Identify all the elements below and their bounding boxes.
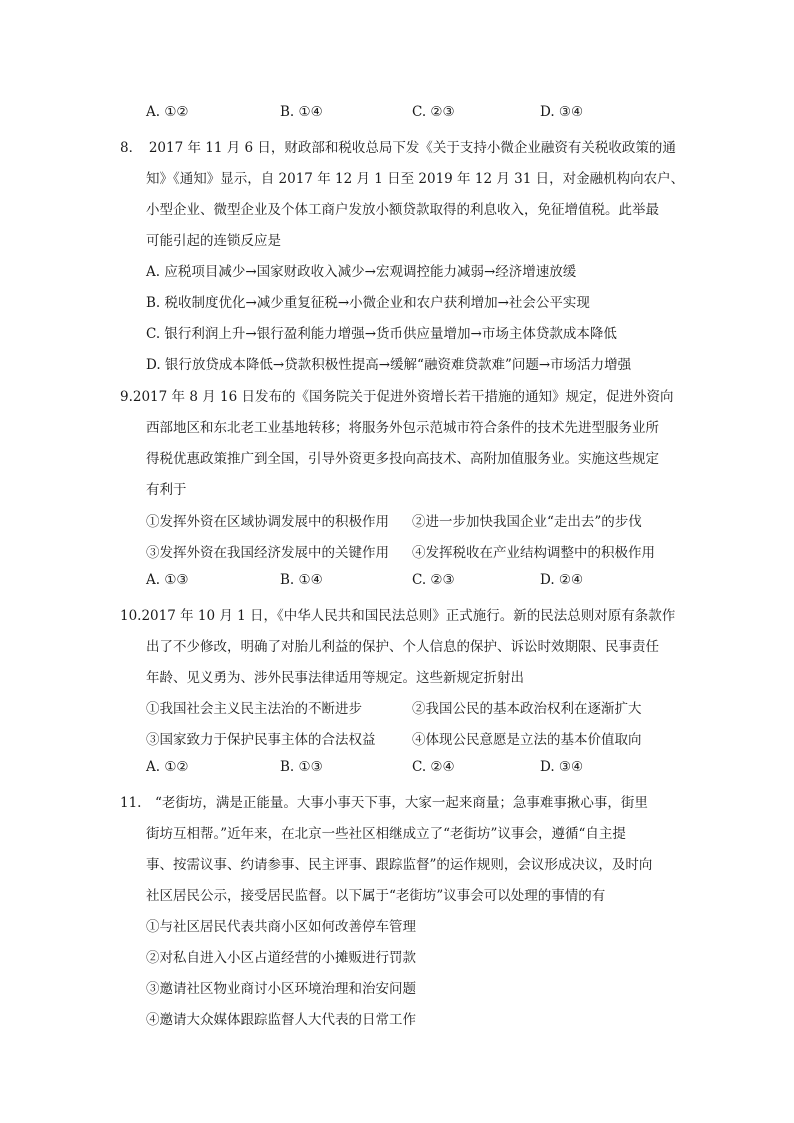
q7-option-b: B. ①④ [280, 104, 323, 120]
q11-stem-line-3: 事、按需议事、约请参事、民主评事、跟踪监督”的运作规则，会议形成决议，及时向 [146, 857, 653, 873]
q10-statement-4: ④体现公民意愿是立法的基本价值取向 [412, 732, 642, 748]
q9-statement-3: ③发挥外资在我国经济发展中的关键作用 [146, 545, 389, 561]
q10-statement-2: ②我国公民的基本政治权利在逐渐扩大 [412, 701, 642, 717]
q9-statement-2: ②进一步加快我国企业“走出去”的步伐 [412, 514, 642, 530]
q10-option-d: D. ③④ [540, 759, 584, 775]
q10-statement-1: ①我国社会主义民主法治的不断进步 [146, 701, 362, 717]
q7-option-a: A. ①② [146, 104, 189, 120]
q8-stem-line-1: 8． 2017 年 11 月 6 日，财政部和税收总局下发《关于支持小微企业融资有关税收政策的通 [120, 140, 676, 156]
q11-statement-4: ④邀请大众媒体跟踪监督人大代表的日常工作 [146, 1012, 416, 1028]
q8-choice-b: B. 税收制度优化→减少重复征税→小微企业和农户获利增加→社会公平实现 [146, 295, 590, 311]
q9-option-b: B. ①④ [280, 572, 323, 588]
q8-choice-c: C. 银行利润上升→银行盈利能力增强→货币供应量增加→市场主体贷款成本降低 [146, 326, 617, 342]
q9-stem-line-4: 有利于 [146, 482, 187, 498]
q8-stem-line-2: 知》《通知》显示，自 2017 年 12 月 1 日至 2019 年 12 月 31 日，对金融机构向农户、 [146, 171, 685, 187]
q9-option-a: A. ①③ [146, 572, 189, 588]
q8-choice-a: A. 应税项目减少→国家财政收入减少→宏观调控能力减弱→经济增速放缓 [146, 264, 577, 280]
q10-option-c: C. ②④ [412, 759, 455, 775]
q9-stem-line-2: 西部地区和东北老工业基地转移；将服务外包示范城市符合条件的技术先进型服务业所 [146, 420, 659, 436]
q10-stem-line-3: 年龄、见义勇为、涉外民事法律适用等规定。这些新规定折射出 [146, 670, 524, 686]
q11-statement-2: ②对私自进入小区占道经营的小摊贩进行罚款 [146, 950, 416, 966]
q7-option-c: C. ②③ [412, 104, 455, 120]
q9-stem-line-3: 得税优惠政策推广到全国，引导外资更多投向高技术、高附加值服务业。实施这些规定 [146, 451, 659, 467]
q10-statement-3: ③国家致力于保护民事主体的合法权益 [146, 732, 376, 748]
q8-choice-d: D. 银行放贷成本降低→贷款积极性提高→缓解“融资难贷款难”问题→市场活力增强 [146, 357, 632, 373]
q11-statement-3: ③邀请社区物业商讨小区环境治理和治安问题 [146, 981, 416, 997]
q9-statement-4: ④发挥税收在产业结构调整中的积极作用 [412, 545, 655, 561]
q10-stem-line-2: 出了不少修改，明确了对胎儿利益的保护、个人信息的保护、诉讼时效期限、民事责任 [146, 639, 659, 655]
q11-stem-line-4: 社区居民公示，接受居民监督。以下属于“老街坊”议事会可以处理的事情的有 [146, 888, 606, 904]
q8-stem-line-4: 可能引起的连锁反应是 [146, 233, 281, 249]
q11-stem-line-1: 11. “老街坊，满是正能量。大事小事天下事，大家一起来商量；急事难事揪心事，街里 [120, 795, 648, 811]
q9-option-d: D. ②④ [540, 572, 584, 588]
q9-stem-line-1: 9.2017 年 8 月 16 日发布的《国务院关于促进外资增长若干措施的通知》规定，促进外资向 [120, 389, 674, 405]
q11-stem-line-2: 街坊互相帮。”近年来，在北京一些社区相继成立了“老街坊”议事会，遵循“自主提 [146, 826, 626, 842]
q9-statement-1: ①发挥外资在区域协调发展中的积极作用 [146, 514, 389, 530]
q11-statement-1: ①与社区居民代表共商小区如何改善停车管理 [146, 919, 416, 935]
q9-option-c: C. ②③ [412, 572, 455, 588]
q10-option-a: A. ①② [146, 759, 189, 775]
q10-option-b: B. ①③ [280, 759, 323, 775]
q8-stem-line-3: 小型企业、微型企业及个体工商户发放小额贷款取得的利息收入，免征增值税。此举最 [146, 202, 659, 218]
q10-stem-line-1: 10.2017 年 10 月 1 日，《中华人民共和国民法总则》正式施行。新的民法总则对原有条款作 [120, 608, 676, 624]
q7-option-d: D. ③④ [540, 104, 584, 120]
